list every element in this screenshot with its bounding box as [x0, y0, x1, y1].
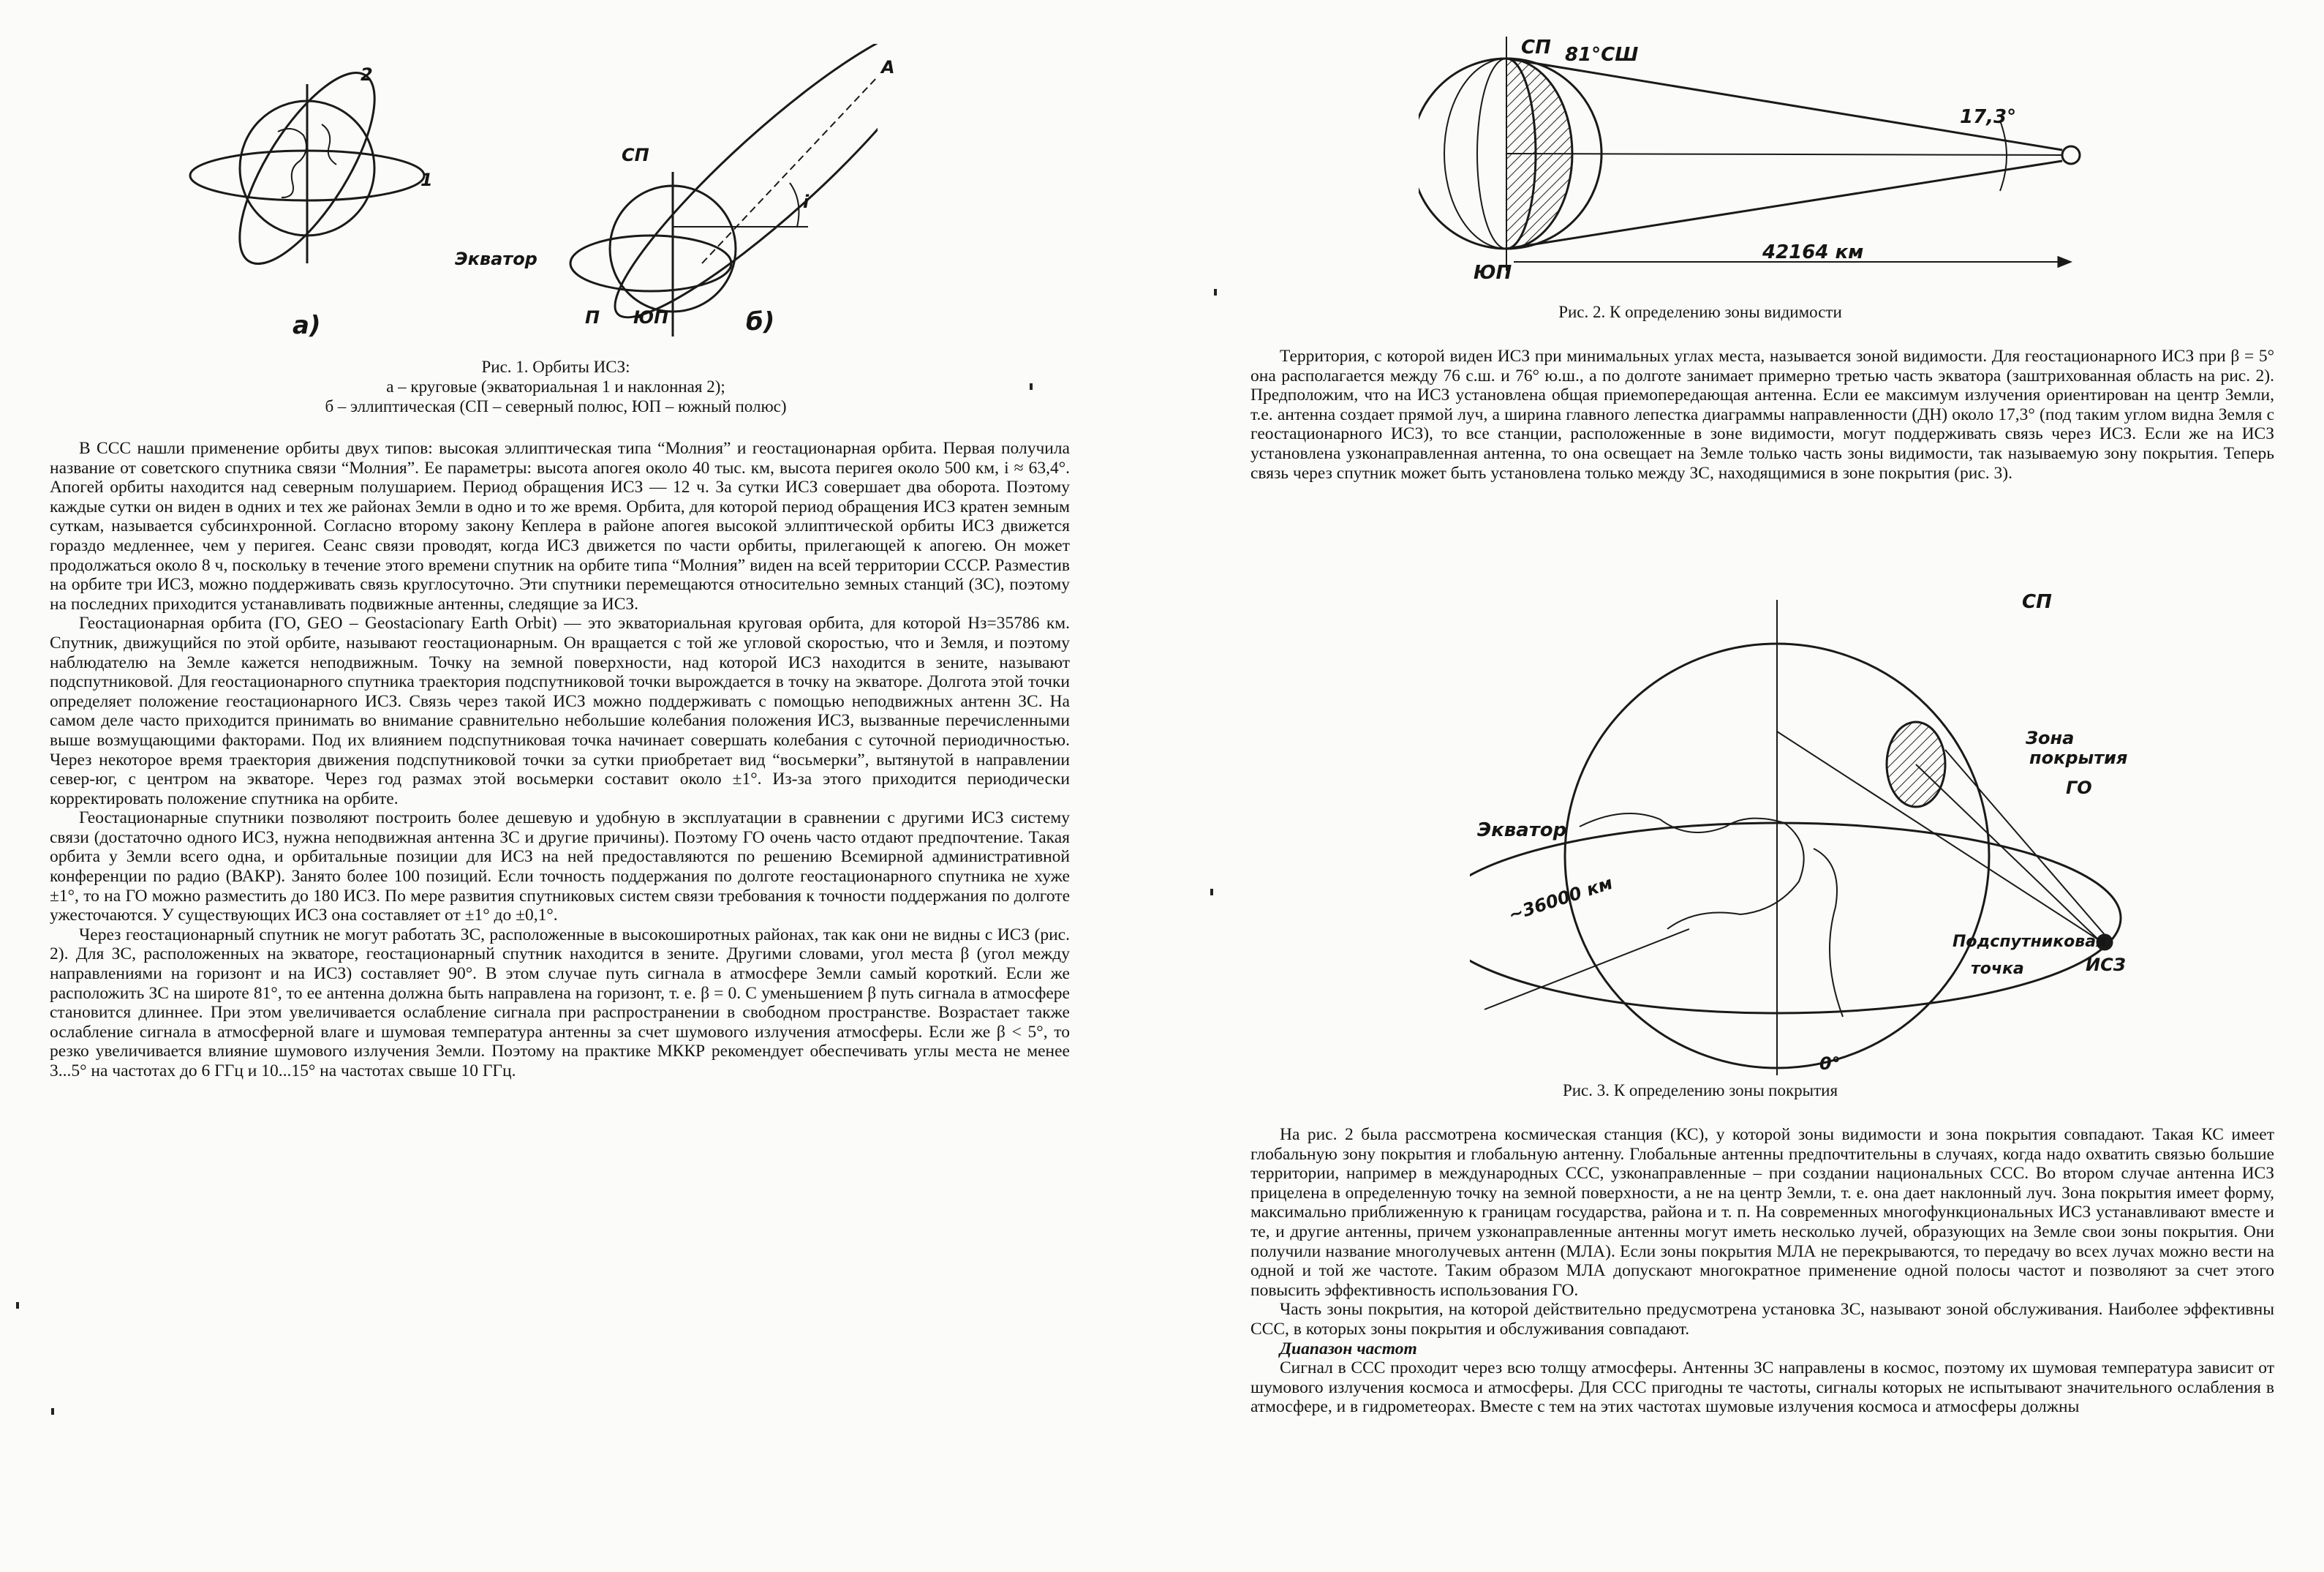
paragraph: На рис. 2 была рассмотрена космическая станция (КС), у которой зоны видимости и зона покрытия совпадают. Такая КС имеет глобальную зону покрытия и глобальную антенну. Глобальные антенны предпочтительны в случаях, когда надо охватить связью большие территории, например в международных ССС, узконаправленные – при создании национальных ССС. Во втором случае антенна ИСЗ прицелена в определенную точку на земной поверхности, а не на центр Земли, т. е. она дает наклонный луч. Зона покрытия имеет форму, максимально приближенную к границам государства, района и т. п. На современных многофункциональных ИСЗ устанавливают вместе и те, и другие антенны, причем узконаправленные антенны могут иметь несколько лучей, образующих на Земле свои зоны покрытия. Они получили название многолучевых антенн (МЛА). Если зоны покрытия МЛА не перекрываются, то передачу во всех лучах можно вести на одной и той же частоте. Таким образом МЛА допускают многократное применение одной полосы частот и позволяют за счет этого повысить эффективность использования ГО.: [1250, 1125, 2274, 1300]
fig1-label-yup: ЮП: [633, 307, 669, 328]
fig1-label-p: П: [585, 307, 600, 328]
fig3-label-subsatellite-1: Подспутниковая: [1953, 933, 2107, 951]
paragraph: Часть зоны покрытия, на которой действительно предусмотрена установка ЗС, называют зоной обслуживания. Наиболее эффективны ССС, в которых зоны покрытия и обслуживания совпадают.: [1250, 1300, 2274, 1339]
paragraph: Через геостационарный спутник не могут работать ЗС, расположенные в высокоширотных районах, так как они не видны с ИСЗ (рис. 2). Для ЗС, расположенных на экваторе, геостационарный спутник находится в зените. Другими словами, угол места β (угол между направлениями на горизонт и на ИСЗ) составляет 90°. В этом случае путь сигнала в атмосфере Земли самый короткий. Если же расположить ЗС на широте 81°, то ее антенна должна быть направлена на горизонт, т. е. β = 0. С уменьшением β путь сигнала в атмосфере становится длиннее. При этом увеличивается ослабление сигнала при распространении в свободном пространстве. Возрастает также ослабление сигнала в атмосферной влаге и шумовая температура антенны за счет шумового излучения атмосферы. Если же β < 5°, то резко увеличивается влияние шумового излучения Земли. Поэтому на практике МККР рекомендует обеспечивать углы места не менее 3...5° на частотах до 6 ГГц и 10...15° на частотах свыше 10 ГГц.: [50, 925, 1070, 1080]
scan-speck: [1214, 289, 1217, 296]
fig1-label-a: A: [881, 57, 895, 78]
figure-3-coverage-zone: [1470, 585, 2201, 1090]
fig3-label-subsatellite-2: точка: [1971, 960, 2024, 978]
scan-speck: [1210, 889, 1213, 895]
fig3-label-equator: Экватор: [1477, 819, 1567, 841]
figure-2-visibility-zone: [1419, 29, 2150, 307]
fig2-label-81: 81°СШ: [1565, 44, 1639, 66]
caption-1-line-3: б – эллиптическая (СП – северный полюс, ЮП – южный полюс): [325, 397, 787, 415]
paragraph: Территория, с которой виден ИСЗ при минимальных углах места, называется зоной видимости. Для геостационарного ИСЗ при β = 5° она располагается между 76 с.ш. и 76° ю.ш., а по долготе занимает примерно третью часть экватора (заштрихованная область на рис. 2). Предположим, что на ИСЗ установлена общая приемопередающая антенна. Если ее максимум излучения ориентирован на центр Земли, т.е. антенна создает прямой луч, а ширина главного лепестка диаграммы направленности (ДН) около 17,3° (под таким углом видна Земля с геостационарного ИСЗ), то все станции, расположенные в зоне видимости, могут поддерживать связь через ИСЗ. Если же на ИСЗ установлена узконаправленная антенна, то она освещает на Земле только часть зоны видимости, так называемую зону покрытия. Теперь связь через спутник может быть установлена только между ЗС, находящимися в зоне покрытия (рис. 3).: [1250, 347, 2274, 483]
fig1-label-i: i: [803, 192, 810, 212]
fig2-label-sp: СП: [1521, 37, 1551, 59]
fig1-label-1: 1: [420, 170, 433, 190]
paragraph: В ССС нашли применение орбиты двух типов: высокая эллиптическая типа “Молния” и геостационарная орбита. Первая получила название от советского спутника связи “Молния”. Ее параметры: высота апогея около 40 тыс. км, высота перигея около 500 км, i ≈ 63,4°. Апогей орбиты находится над северным полушарием. Период обращения ИСЗ — 12 ч. За сутки ИСЗ совершает два оборота. Поэтому каждые сутки он виден в одних и тех же районах Земли в одно и то же время. Орбита, для которой период обращения ИСЗ кратен земным суткам, называется субсинхронной. Согласно второму закону Кеплера в районе апогея высокой эллиптической орбиты ИСЗ движется гораздо медленнее, чем у перигея. Сеанс связи проводят, когда ИСЗ движется по части орбиты, прилегающей к апогею. Он может продолжаться около 8 ч, поскольку в течение этого времени спутник на орбите типа “Молния” виден на всей территории СССР. Разместив на орбите три ИСЗ, можно поддерживать связь круглосуточно. Эти спутники перемещаются относительно земных станций (ЗС), поэтому на последних приходится устанавливать подвижные антенны, следящие за ИСЗ.: [50, 439, 1070, 614]
fig1-sub-b: б): [746, 307, 775, 336]
paragraph: Сигнал в ССС проходит через всю толщу атмосферы. Антенны ЗС направлены в космос, поэтому их шумовая температура зависит от шумового излучения космоса и атмосферы. Для ССС пригодны те частоты, сигналы которых не испытывают значительного ослабления в атмосфере, и в гидрометеорах. Вместе с тем на этих частотах шумовые излучения космоса и атмосферы должны: [1250, 1358, 2274, 1417]
caption-1-line-1: Рис. 1. Орбиты ИСЗ:: [481, 358, 630, 376]
fig1-label-equator: Экватор: [455, 249, 537, 269]
fig3-label-zone-2: покрытия: [2029, 748, 2128, 768]
right-body-text-bottom: [1250, 1125, 2274, 1417]
fig3-label-sp: СП: [2022, 591, 2052, 613]
left-body-text: [50, 439, 1070, 1081]
right-body-text-top: [1250, 347, 2274, 483]
figure-1-caption: [80, 357, 1031, 416]
fig3-label-go: ГО: [2066, 778, 2092, 798]
section-heading: Диапазон частот: [1280, 1339, 1417, 1358]
fig2-label-yup: ЮП: [1474, 262, 1512, 284]
scan-speck: [1030, 383, 1033, 390]
right-page: [1199, 0, 2324, 1572]
paragraph: Геостационарные спутники позволяют построить более дешевую и удобную в эксплуатации в сравнении с другими ИСЗ систему связи (достаточно одного ИСЗ, нужна неподвижная антенна ЗС и другие причины). Поэтому ГО очень часто отдают предпочтение. Такая орбита у Земли всего одна, и орбитальные позиции для ИСЗ на ней предоставляются по решению Всемирной административной конференции по радио (ВАКР). Занято более 100 позиций. Если точность поддержания по долготе геостационарного спутника не хуже ±1°, то на ГО можно разместить до 180 ИСЗ. По мере развития спутниковых систем связи требования к точности поддержания по долготе ужесточаются. У существующих ИСЗ она составляет от ±1° до ±0,1°.: [50, 808, 1070, 925]
fig3-label-zero: 0°: [1819, 1053, 1841, 1074]
fig3-label-isz: ИСЗ: [2086, 955, 2126, 975]
left-page: [0, 0, 1141, 1572]
figure-1-orbits: [146, 44, 878, 351]
scan-speck: [51, 1408, 54, 1415]
fig3-label-distance: ~36000 км: [1506, 872, 1615, 926]
fig2-label-distance: 42164 км: [1762, 241, 1864, 263]
paragraph: Геостационарная орбита (ГО, GEO – Geostacionary Earth Orbit) — это экваториальная круговая орбита, для которой Hз=35786 км. Спутник, движущийся по этой орбите, называют геостационарным. Он вращается с той же угловой скоростью, что и Земля, и поэтому наблюдателю на Земле кажется неподвижным. Точку на земной поверхности, над которой ИСЗ находится в зените, называют подспутниковой. Для геостационарного спутника траектория подспутниковой точки вырождается в точку на экваторе. Долгота этой точки определяет положение геостационарного ИСЗ. Связь через такой ИСЗ можно поддерживать с помощью неподвижных антенн ЗС. На самом деле часто приходится принимать во внимание сравнительно небольшие колебания положения ИСЗ, вызванные перечисленными выше возмущающими факторами. Под их влиянием подспутниковая точка начинает совершать колебания с суточной периодичностью. Через некоторое время траектория движения подспутниковой точки за сутки приобретает вид “восьмерки”, вытянутой в направлении север-юг, с центром на экваторе. Через год размах этой восьмерки составит около ±1°. Из-за этого приходится периодически корректировать положение спутника на орбите.: [50, 614, 1070, 808]
caption-1-line-2: а – круговые (экваториальная 1 и наклонная 2);: [386, 377, 725, 396]
fig3-label-zone-1: Зона: [2026, 728, 2075, 748]
fig2-label-angle: 17,3°: [1960, 106, 2017, 128]
scan-speck: [16, 1302, 19, 1309]
fig1-label-sp: СП: [622, 145, 649, 165]
figure-3-caption: Рис. 3. К определению зоны покрытия: [1562, 1081, 1838, 1099]
fig1-sub-a: а): [293, 311, 321, 340]
fig1-label-2: 2: [361, 64, 373, 85]
figure-2-caption: Рис. 2. К определению зоны видимости: [1558, 303, 1842, 321]
